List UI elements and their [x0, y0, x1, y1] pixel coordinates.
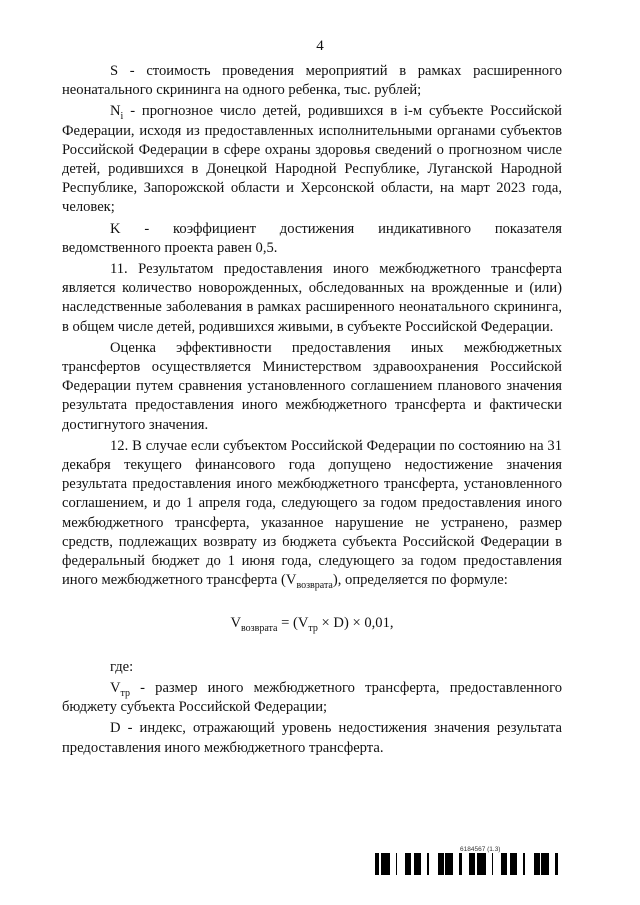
formula-v: V [230, 615, 241, 632]
paragraph-n-definition [62, 102, 562, 217]
paragraph-12 [62, 437, 562, 591]
paragraph-n-text: - прогнозное число детей, родившихся в i-м субъекте Российской Федерации, исходя из предоставленных исполнительными органами субъектов Российской Федерации в сфере охраны здоровья сведений о прогнозном числе детей, родившихся в Донецкой Народной Республике, Луганской Народной Республике, Запорожской области и Херсонской области, на март 2023 года, человек; [62, 103, 562, 216]
paragraph-evaluation: Оценка эффективности предоставления иных межбюджетных трансфертов осуществляется Министерством здравоохранения Российской Федерации путем сравнения установленного соглашением планового значения результата предоставления иного межбюджетного трансферта и фактически достигнутого значения. [62, 339, 562, 433]
symbol-n-subscript: i [120, 111, 124, 123]
paragraph-12-tail: ), определяется по формуле: [332, 572, 508, 589]
paragraph-k-definition: K - коэффициент достижения индикативного показателя ведомственного проекта равен 0,5. [62, 220, 562, 256]
paragraph-vtr-text: - размер иного межбюджетного трансферта, предоставленного бюджету субъекта Российской Федерации; [62, 679, 562, 716]
refund-formula [62, 614, 562, 633]
symbol-v-subscript: тр [120, 687, 131, 699]
page-number: 4 [316, 38, 324, 54]
paragraph-d-definition: D - индекс, отражающий уровень недостижения значения результата предоставления иного межбюджетного трансферта. [62, 720, 562, 756]
formula-tail: × D) × 0,01, [317, 615, 394, 632]
document-body [62, 62, 562, 760]
formula-vtr-subscript: тр [308, 623, 318, 635]
barcode-icon [375, 853, 565, 875]
symbol-v: V [110, 679, 121, 696]
paragraph-11: 11. Результатом предоставления иного межбюджетного трансферта является количество новорожденных, обследованных на врожденные и (или) наследственные заболевания в рамках расширенного неонатального скрининга, в общем числе детей, родившихся живыми, в субъекте Российской Федерации. [62, 261, 562, 335]
formula-mid: = (V [277, 615, 309, 632]
document-code: 6184567 (1.3) [460, 846, 501, 853]
paragraph-12-text: 12. В случае если субъектом Российской Федерации по состоянию на 31 декабря текущего финансового года допущено недостижение значения результата предоставления иного межбюджетного трансферта, установленного соглашением, и до 1 апреля года, следующего за годом предоставления иного межбюджетного трансферта, указанное нарушение не устранено, размер средств, подлежащих возврату из бюджета субъекта Российской Федерации в федеральный бюджет до 1 июня года, следующего за годом предоставления иного межбюджетного трансферта (V [62, 437, 562, 589]
paragraph-12-subscript: возврата [296, 580, 333, 592]
paragraph-where: где: [110, 658, 134, 675]
paragraph-vtr-definition [62, 679, 562, 717]
symbol-n: N [110, 103, 121, 120]
formula-v-subscript: возврата [241, 623, 278, 635]
paragraph-s-definition: S - стоимость проведения мероприятий в рамках расширенного неонатального скрининга на одного ребенка, тыс. рублей; [62, 63, 562, 99]
